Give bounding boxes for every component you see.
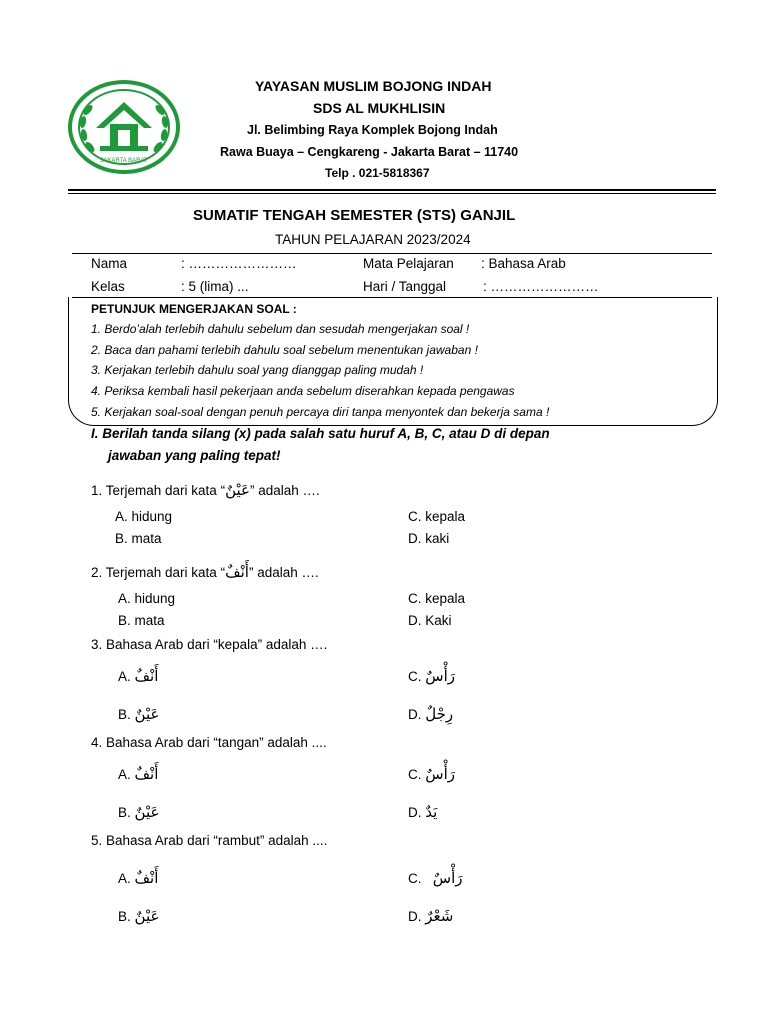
- exam-title: SUMATIF TENGAH SEMESTER (STS) GANJIL: [193, 207, 516, 224]
- q2-option-d[interactable]: D. Kaki: [408, 613, 452, 628]
- question-4: 4. Bahasa Arab dari “tangan” adalah ....: [91, 735, 327, 750]
- q3-option-d[interactable]: D. رِجْلٌ: [408, 705, 454, 723]
- instruction-item: 1. Berdo’alah terlebih dahulu sebelum dan sesudah mengerjakan soal !: [91, 322, 470, 336]
- class-label: Kelas: [91, 279, 125, 294]
- question-5: 5. Bahasa Arab dari “rambut” adalah ....: [91, 833, 328, 848]
- date-field[interactable]: : ……………………: [483, 279, 599, 294]
- q1-option-c[interactable]: C. kepala: [408, 509, 466, 524]
- name-field[interactable]: : ……………………: [181, 256, 297, 271]
- instruction-item: 5. Kerjakan soal-soal dengan penuh percaya diri tanpa menyontek dan bekerja sama !: [91, 405, 550, 419]
- q2-option-c[interactable]: C. kepala: [408, 591, 466, 606]
- subject-value: : Bahasa Arab: [481, 256, 566, 271]
- q1-option-b[interactable]: B. mata: [115, 531, 162, 546]
- arabic-word: أَنْفٌ: [225, 563, 249, 581]
- q4-option-a[interactable]: A. أَنْفٌ: [118, 765, 159, 783]
- q3-option-a[interactable]: A. أَنْفٌ: [118, 667, 159, 685]
- class-value: : 5 (lima) ...: [181, 279, 249, 294]
- q4-option-b[interactable]: B. عَيْنٌ: [118, 803, 160, 821]
- instruction-item: 4. Periksa kembali hasil pekerjaan anda sebelum diserahkan kepada pengawas: [91, 384, 515, 398]
- academic-year: TAHUN PELAJARAN 2023/2024: [275, 232, 471, 247]
- instruction-item: 3. Kerjakan terlebih dahulu soal yang dianggap paling mudah !: [91, 363, 424, 377]
- instruction-item: 2. Baca dan pahami terlebih dahulu soal sebelum menentukan jawaban !: [91, 343, 478, 357]
- phone-number: Telp . 021-5818367: [325, 166, 430, 180]
- school-logo: [68, 80, 180, 174]
- arabic-word: عَيْنٌ: [225, 481, 250, 499]
- question-3: 3. Bahasa Arab dari “kepala” adalah ….: [91, 637, 328, 652]
- section-instruction-line-1: I. Berilah tanda silang (x) pada salah satu huruf A, B, C, atau D di depan: [91, 426, 550, 441]
- address-line-1: Jl. Belimbing Raya Komplek Bojong Indah: [247, 123, 498, 137]
- q1-option-a[interactable]: A. hidung: [115, 509, 173, 524]
- name-label: Nama: [91, 256, 128, 271]
- subject-label: Mata Pelajaran: [363, 256, 454, 271]
- question-1: 1. Terjemah dari kata “عَيْنٌ” adalah ….: [91, 481, 320, 499]
- q5-option-d[interactable]: D. شَعْرٌ: [408, 907, 454, 925]
- q4-option-c[interactable]: C. رَأْسٌ: [408, 765, 455, 783]
- q1-option-d[interactable]: D. kaki: [408, 531, 450, 546]
- foundation-name: YAYASAN MUSLIM BOJONG INDAH: [255, 78, 492, 94]
- date-label: Hari / Tanggal: [363, 279, 447, 294]
- q3-option-b[interactable]: B. عَيْنٌ: [118, 705, 160, 723]
- question-2: 2. Terjemah dari kata “أَنْفٌ” adalah ….: [91, 563, 319, 581]
- identity-top-rule: [72, 253, 712, 254]
- q4-option-d[interactable]: D. يَدٌ: [408, 803, 438, 821]
- q2-option-b[interactable]: B. mata: [118, 613, 165, 628]
- q5-option-c[interactable]: C. رَأْسٌ: [408, 869, 463, 887]
- header-divider: [68, 189, 716, 191]
- logo-caption: JAKARTA BARAT: [100, 158, 148, 164]
- section-instruction-line-2: jawaban yang paling tepat!: [108, 448, 281, 463]
- q5-option-a[interactable]: A. أَنْفٌ: [118, 869, 159, 887]
- q2-option-a[interactable]: A. hidung: [118, 591, 176, 606]
- address-line-2: Rawa Buaya – Cengkareng - Jakarta Barat – 11740: [220, 145, 519, 159]
- q5-option-b[interactable]: B. عَيْنٌ: [118, 907, 160, 925]
- instructions-title: PETUNJUK MENGERJAKAN SOAL :: [91, 302, 297, 316]
- school-name: SDS AL MUKHLISIN: [313, 100, 446, 116]
- q3-option-c[interactable]: C. رَأْسٌ: [408, 667, 455, 685]
- header-divider-thin: [68, 193, 716, 194]
